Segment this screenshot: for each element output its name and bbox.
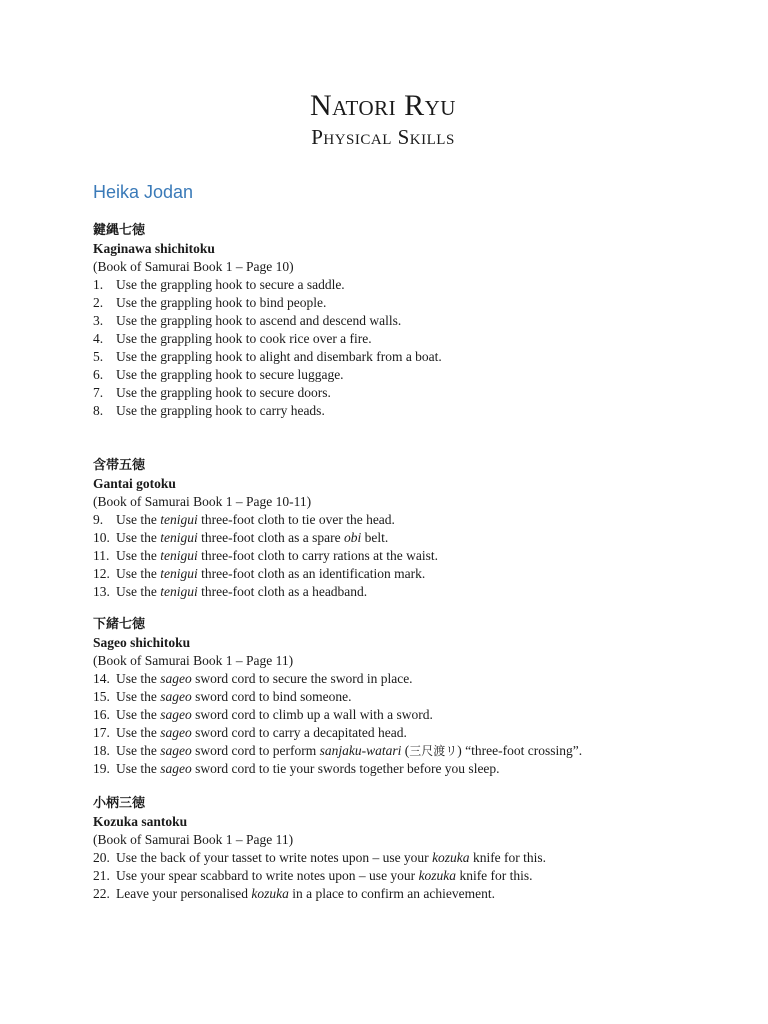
italic-term: tenigui (160, 512, 198, 527)
item-text (116, 330, 372, 348)
item-number: 9. (93, 512, 104, 527)
item-text (116, 867, 533, 885)
item-number: 8. (93, 403, 104, 418)
item-number: 19. (93, 761, 110, 776)
item-text (116, 724, 407, 742)
italic-term: tenigui (160, 584, 198, 599)
text-run: Use the back of your tasset to write notes upon – use your (116, 850, 433, 865)
text-run: Use the grappling hook to cook rice over a fire. (116, 331, 372, 346)
italic-term: tenigui (160, 566, 198, 581)
section-title: Gantai gotoku (93, 476, 176, 491)
list-item (93, 529, 713, 547)
italic-term: sageo (160, 689, 192, 704)
section-kanji: 下緒七徳 (93, 617, 146, 632)
text-run: Use your spear scabbard to write notes upon – use your (116, 868, 419, 883)
item-number: 12. (93, 566, 110, 581)
page-title: Natori Ryu (310, 89, 456, 122)
text-run: Use the grappling hook to carry heads. (116, 403, 325, 418)
text-run: ) “three-foot crossing”. (457, 743, 583, 758)
list-item (93, 276, 713, 294)
list-item (93, 312, 713, 330)
text-run: belt. (361, 530, 389, 545)
item-text (116, 849, 546, 867)
skill-list (93, 670, 713, 778)
text-run: sword cord to perform (191, 743, 320, 758)
item-number: 2. (93, 295, 104, 310)
item-number: 13. (93, 584, 110, 599)
item-text (116, 583, 367, 601)
item-number: 1. (93, 277, 104, 292)
item-text (116, 276, 345, 294)
section-kaginawa (93, 222, 713, 420)
item-number: 6. (93, 367, 104, 382)
italic-term: sageo (160, 671, 192, 686)
text-run: Use the (116, 512, 161, 527)
italic-term: kozuka (432, 850, 470, 865)
section-title: Kozuka santoku (93, 814, 188, 829)
section-heading: Heika Jodan (93, 182, 194, 202)
item-text (116, 885, 495, 903)
item-text (116, 294, 326, 312)
item-text (116, 688, 351, 706)
item-number: 4. (93, 331, 104, 346)
text-run: Use the (116, 725, 161, 740)
italic-term: sageo (160, 725, 192, 740)
item-text (116, 547, 438, 565)
text-run: Leave your personalised (116, 886, 252, 901)
skill-list (93, 511, 713, 601)
text-run: sword cord to climb up a wall with a sword. (191, 707, 433, 722)
item-number: 15. (93, 689, 110, 704)
text-run: in a place to confirm an achievement. (288, 886, 495, 901)
list-item (93, 867, 713, 885)
section-gantai (93, 457, 713, 601)
list-item (93, 706, 713, 724)
text-run: sword cord to tie your swords together before you sleep. (191, 761, 500, 776)
text-run: three-foot cloth as a headband. (197, 584, 368, 599)
italic-term: sageo (160, 743, 192, 758)
text-run: three-foot cloth to tie over the head. (197, 512, 395, 527)
japanese-term: 三尺渡リ (409, 744, 458, 758)
list-item (93, 330, 713, 348)
item-text (116, 384, 331, 402)
section-sageo (93, 616, 713, 778)
list-item (93, 384, 713, 402)
text-run: sword cord to secure the sword in place. (191, 671, 413, 686)
item-number: 7. (93, 385, 104, 400)
skill-list (93, 849, 713, 903)
item-text (116, 706, 433, 724)
text-run: three-foot cloth as an identification mark. (197, 566, 426, 581)
list-item (93, 885, 713, 903)
italic-term: sanjaku-watari (319, 743, 402, 758)
item-number: 16. (93, 707, 110, 722)
list-item (93, 511, 713, 529)
list-item (93, 688, 713, 706)
text-run: ( (401, 743, 410, 758)
text-run: Use the (116, 548, 161, 563)
text-run: Use the (116, 707, 161, 722)
text-run: sword cord to bind someone. (191, 689, 352, 704)
text-run: knife for this. (456, 868, 533, 883)
italic-term: tenigui (160, 530, 198, 545)
item-text (116, 670, 413, 688)
list-item (93, 760, 713, 778)
item-number: 21. (93, 868, 110, 883)
item-number: 17. (93, 725, 110, 740)
item-number: 10. (93, 530, 110, 545)
text-run: three-foot cloth as a spare (197, 530, 344, 545)
text-run: Use the (116, 671, 161, 686)
list-item (93, 670, 713, 688)
section-kozuka (93, 795, 713, 903)
item-number: 5. (93, 349, 104, 364)
item-number: 14. (93, 671, 110, 686)
text-run: sword cord to carry a decapitated head. (191, 725, 407, 740)
item-text (116, 402, 325, 420)
page-subtitle: Physical Skills (311, 125, 455, 149)
item-text (116, 529, 388, 547)
text-run: Use the (116, 743, 161, 758)
italic-term: kozuka (418, 868, 457, 883)
section-source: (Book of Samurai Book 1 – Page 11) (93, 832, 294, 847)
section-source: (Book of Samurai Book 1 – Page 10) (93, 259, 294, 274)
section-title: Sageo shichitoku (93, 635, 191, 650)
item-number: 18. (93, 743, 110, 758)
text-run: Use the (116, 566, 161, 581)
list-item (93, 547, 713, 565)
section-source: (Book of Samurai Book 1 – Page 10-11) (93, 494, 312, 509)
section-kanji: 小柄三徳 (93, 796, 146, 811)
text-run: Use the (116, 530, 161, 545)
text-run: Use the grappling hook to secure a saddle. (116, 277, 345, 292)
list-item (93, 742, 713, 760)
text-run: Use the (116, 761, 161, 776)
section-title: Kaginawa shichitoku (93, 241, 215, 256)
list-item (93, 294, 713, 312)
item-text (116, 760, 500, 778)
text-run: three-foot cloth to carry rations at the waist. (197, 548, 439, 563)
text-run: Use the grappling hook to secure doors. (116, 385, 331, 400)
item-number: 11. (93, 548, 110, 563)
list-item (93, 348, 713, 366)
italic-term: sageo (160, 707, 192, 722)
item-text (116, 366, 344, 384)
italic-term: obi (343, 530, 362, 545)
text-run: Use the grappling hook to bind people. (116, 295, 327, 310)
section-kanji: 鍵縄七徳 (93, 223, 146, 238)
item-text (116, 742, 582, 760)
text-run: knife for this. (469, 850, 547, 865)
text-run: Use the grappling hook to secure luggage. (116, 367, 344, 382)
text-run: Use the grappling hook to alight and disembark from a boat. (116, 349, 442, 364)
item-text (116, 312, 401, 330)
list-item (93, 724, 713, 742)
item-text (116, 565, 425, 583)
text-run: Use the (116, 584, 161, 599)
text-run: Use the (116, 689, 161, 704)
list-item (93, 849, 713, 867)
list-item (93, 583, 713, 601)
item-number: 22. (93, 886, 110, 901)
item-text (116, 348, 442, 366)
italic-term: sageo (160, 761, 192, 776)
item-number: 3. (93, 313, 104, 328)
text-run: Use the grappling hook to ascend and descend walls. (116, 313, 402, 328)
list-item (93, 366, 713, 384)
list-item (93, 565, 713, 583)
italic-term: tenigui (160, 548, 198, 563)
section-kanji: 含帯五徳 (93, 458, 146, 473)
list-item (93, 402, 713, 420)
section-source: (Book of Samurai Book 1 – Page 11) (93, 653, 294, 668)
item-text (116, 511, 395, 529)
italic-term: kozuka (251, 886, 289, 901)
skill-list (93, 276, 713, 420)
item-number: 20. (93, 850, 110, 865)
